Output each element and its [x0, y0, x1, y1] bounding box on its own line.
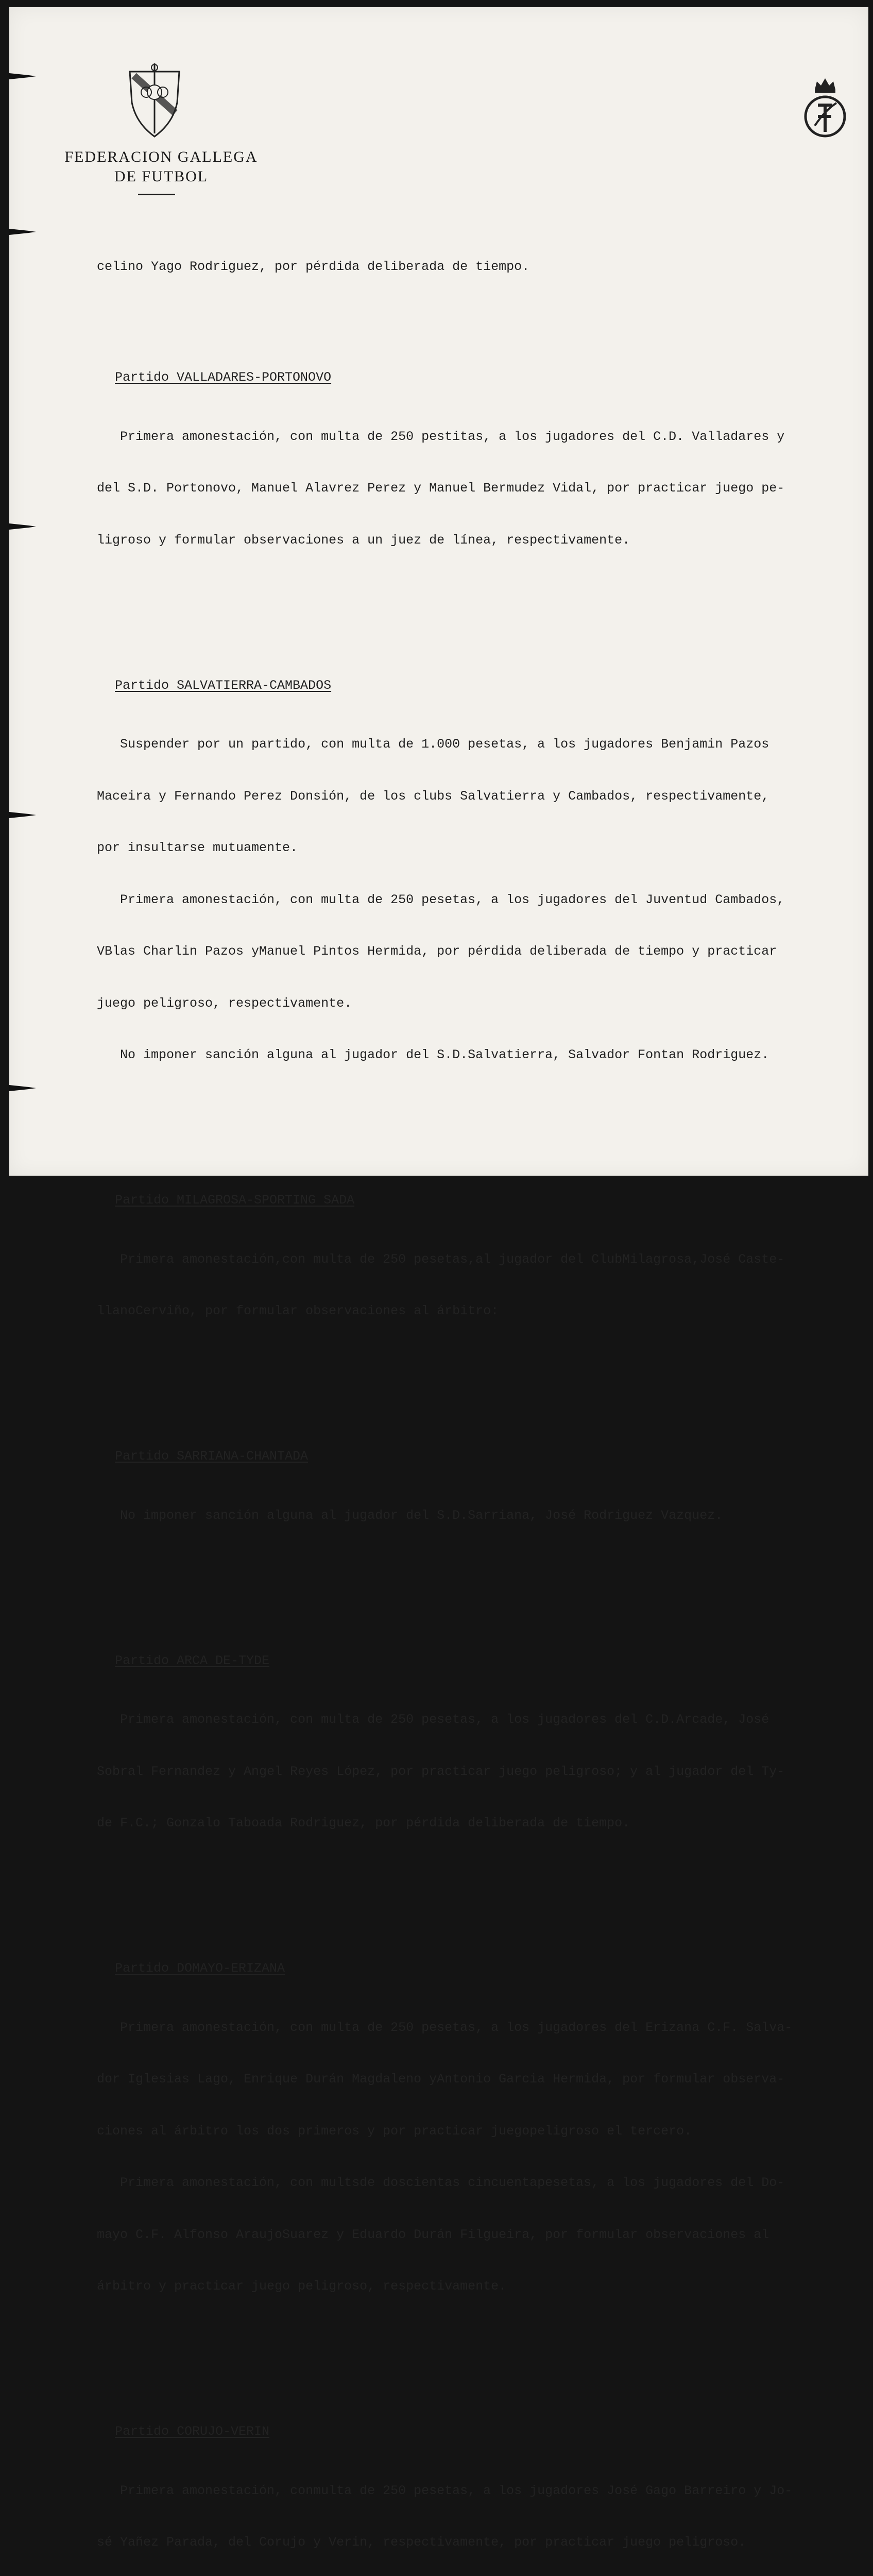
- federation-name-line1: FEDERACION GALLEGA: [64, 148, 258, 165]
- paragraph-line: Primera amonestación, con multa de 250 pesetas, a los jugadores del C.D.Arcade, José: [97, 1712, 769, 1727]
- paragraph-line: Primera amonestación, con multa de 250 pesetas, a los jugadores del Erizana C.F. Salva-: [97, 2020, 793, 2035]
- binding-mark: [9, 522, 36, 531]
- paragraph-line: sé Yañez Parada, del Corujo y Verin, respectivamente, por practicar juego peligroso.: [97, 2535, 746, 2550]
- royal-crest-icon: [794, 74, 856, 141]
- paragraph-line: VBlas Charlin Pazos yManuel Pintos Hermida, por pérdida deliberada de tiempo y practicar: [97, 944, 777, 959]
- section-heading: Partido ARCA DE-TYDE: [115, 1653, 270, 1668]
- binding-mark: [9, 1084, 36, 1092]
- section-corujo: [97, 2381, 854, 2576]
- letterhead-divider: [138, 194, 175, 195]
- paragraph-line: juego peligroso, respectivamente.: [97, 995, 352, 1011]
- opening-line: celino Yago Rodriguez, por pérdida deliberada de tiempo.: [97, 259, 530, 274]
- paragraph-line: del S.D. Portonovo, Manuel Alavrez Perez y Manuel Bermudez Vidal, por practicar juego pe-: [97, 481, 785, 496]
- document-body: [97, 224, 854, 2576]
- paragraph-line: mayo C.F. Alfonso AraujoSuarez y Eduardo Durán Filgueira, por formular observaciones al: [97, 2227, 769, 2242]
- paragraph-line: No imponer sanción alguna al jugador del S.D.Sarriana, José Rodriguez Vazquez.: [97, 1507, 723, 1523]
- paragraph-line: Primera amonestación,con multa de 250 pesetas,al jugador del ClubMilagrosa,José Caste-: [97, 1251, 785, 1267]
- section-salvatierra: [97, 635, 854, 1098]
- section-domayo: [97, 1918, 854, 2330]
- federation-crest-icon: [124, 61, 185, 139]
- paragraph-line: Primera amonestación, con multa de 250 pesetas, a los jugadores del Juventud Cambados,: [97, 892, 785, 907]
- section-heading: Partido VALLADARES-PORTONOVO: [115, 370, 332, 385]
- section-heading: Partido SALVATIERRA-CAMBADOS: [115, 677, 332, 693]
- paragraph-line: ligroso y formular observaciones a un juez de línea, respectivamente.: [97, 532, 630, 548]
- section-heading: Partido CORUJO-VERIN: [115, 2424, 270, 2439]
- paragraph-line: árbitro y practicar juego peligroso, respectivamente.: [97, 2279, 507, 2294]
- paragraph-line: Primera amonestación, con multsde doscientas cincuentapesetas, a los jugadores del Do-: [97, 2175, 785, 2190]
- section-sarriana: [97, 1406, 854, 1558]
- binding-mark: [9, 811, 36, 819]
- section-heading: Partido DOMAYO-ERIZANA: [115, 1961, 285, 1976]
- federation-name: [56, 147, 267, 187]
- section-valladares: [97, 327, 854, 583]
- federation-name-line2: DE FUTBOL: [114, 168, 209, 185]
- paragraph-line: Primera amonestación, con multa de 250 pestitas, a los jugadores del C.D. Valladares y: [97, 429, 785, 444]
- binding-mark: [9, 72, 36, 80]
- paragraph-line: Suspender por un partido, con multa de 1.000 pesetas, a los jugadores Benjamin Pazos: [97, 737, 769, 752]
- section-milagrosa: [97, 1150, 854, 1354]
- paragraph-line: de F.C.; Gonzalo Taboada Rodriguez, por pérdida deliberada de tiempo.: [97, 1816, 630, 1831]
- paragraph-line: llanoCerviño, por formular observaciones al árbitro:: [97, 1303, 499, 1318]
- section-arca: [97, 1611, 854, 1867]
- paragraph-line: por insultarse mutuamente.: [97, 840, 298, 855]
- section-heading: Partido MILAGROSA-SPORTING SADA: [115, 1193, 355, 1208]
- paragraph-line: Sobral Fernandez y Angel Reyes López, por practicar juego peligroso; y al jugador del Ty-: [97, 1764, 785, 1779]
- binding-mark: [9, 228, 36, 236]
- paragraph-line: dor Iglesias Lago, Enrique Durán Magdaleno yAntonio Garcia Hermida, por formular observa-: [97, 2072, 785, 2087]
- section-heading: Partido SARRIANA-CHANTADA: [115, 1449, 309, 1464]
- paragraph-line: ciones al árbitro los dos primeros y por practicar juegopeligroso el tercero.: [97, 2123, 692, 2139]
- document-page: [9, 7, 868, 2550]
- paragraph-line: Maceira y Fernando Perez Donsión, de los clubs Salvatierra y Cambados, respectivamente,: [97, 788, 769, 804]
- paragraph-line: No imponer sanción alguna al jugador del S.D.Salvatierra, Salvador Fontan Rodriguez.: [97, 1047, 769, 1062]
- paragraph-line: Primera amonestación, conmulta de 250 pesetas, a los jugadores José Gago Barreiro y Jo-: [97, 2483, 793, 2498]
